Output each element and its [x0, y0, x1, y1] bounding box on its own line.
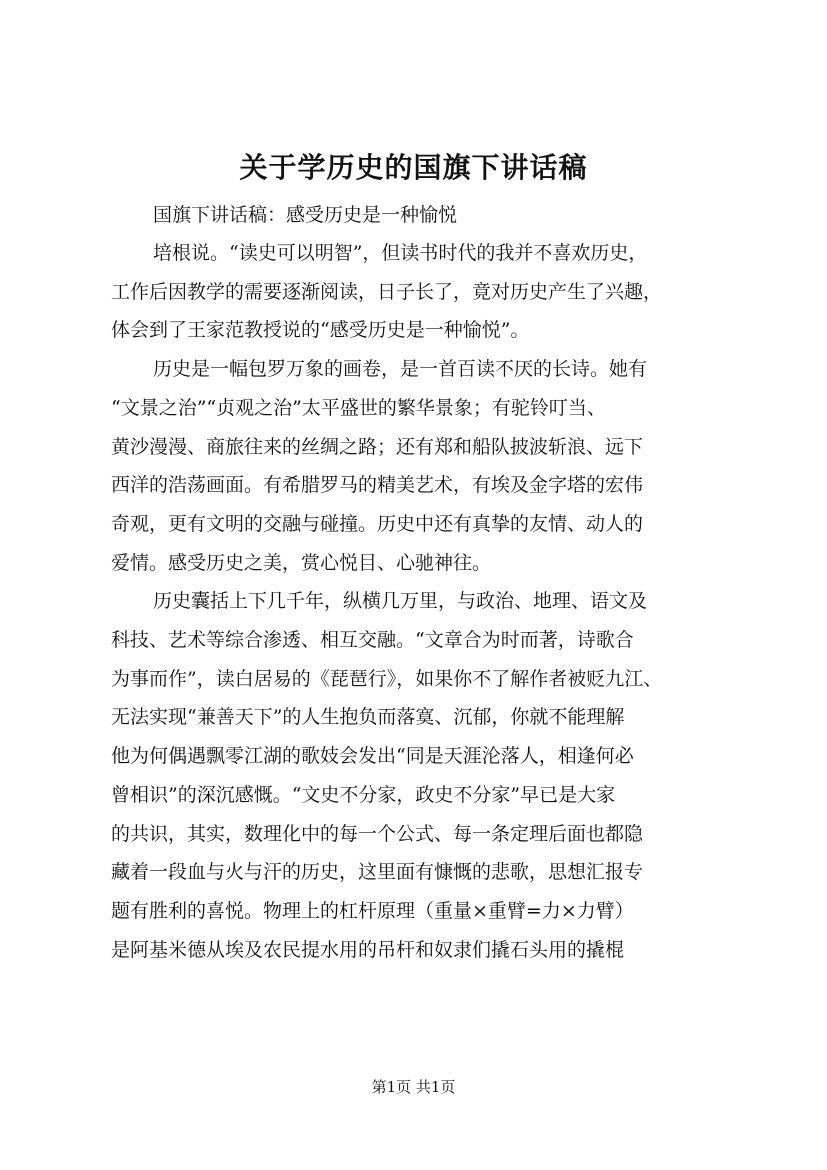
paragraph-line: 无法实现“兼善天下”的人生抱负而落寞、沉郁，你就不能理解 — [111, 706, 625, 729]
paragraph-line: 他为何偶遇飘零江湖的歌妓会发出“同是天涯沦落人，相逢何必 — [111, 745, 634, 768]
paragraph-line: 是阿基米德从埃及农民提水用的吊杆和奴隶们撬石头用的撬棍 — [111, 938, 625, 961]
paragraph-line: 西洋的浩荡画面。有希腊罗马的精美艺术，有埃及金字塔的宏伟 — [111, 474, 644, 497]
document-subtitle: 国旗下讲话稿：感受历史是一种愉悦 — [153, 204, 458, 226]
paragraph-line: 曾相识”的深沉感慨。“文史不分家，政史不分家”早已是大家 — [111, 783, 616, 806]
paragraph-3 — [111, 582, 731, 969]
paragraph-line: 黄沙漫漫、商旅往来的丝绸之路；还有郑和船队披波斩浪、远下 — [111, 435, 644, 458]
document-title: 关于学历史的国旗下讲话稿 — [239, 151, 588, 184]
paragraph-line: 为事而作”，读白居易的《琵琶行》，如果你不了解作者被贬九江、 — [111, 667, 663, 690]
paragraph-line: 培根说。“读史可以明智”，但读书时代的我并不喜欢历史， — [153, 242, 648, 264]
paragraph-line: 藏着一段血与火与汗的历史，这里面有慷慨的悲歌，思想汇报专 — [111, 861, 644, 884]
paragraph-line: 科技、艺术等综合渗透、相互交融。“文章合为时而著，诗歌合 — [111, 629, 634, 652]
paragraph-line: 奇观，更有文明的交融与碰撞。历史中还有真挚的友情、动人的 — [111, 512, 644, 535]
paragraph-line: 历史是一幅包罗万象的画卷，是一首百读不厌的长诗。她有 — [153, 358, 648, 381]
paragraph-2 — [111, 350, 731, 582]
paragraph-line: “文景之治”“贞观之治”太平盛世的繁华景象；有驼铃叮当、 — [111, 396, 606, 419]
document-body — [111, 196, 731, 969]
paragraph-line: 体会到了王家范教授说的“感受历史是一种愉悦”。 — [111, 319, 530, 342]
paragraph-line: 工作后因教学的需要逐渐阅读，日子长了，竟对历史产生了兴趣， — [111, 280, 663, 303]
paragraph-line: 爱情。感受历史之美，赏心悦目、心驰神往。 — [111, 551, 492, 574]
paragraph-line: 题有胜利的喜悦。物理上的杠杆原理（重量×重臂=力×力臂） — [111, 899, 634, 922]
paragraph-line: 的共识，其实，数理化中的每一个公式、每一条定理后面也都隐 — [111, 822, 644, 845]
paragraph-line: 历史囊括上下几千年，纵横几万里，与政治、地理、语文及 — [153, 590, 648, 613]
page-footer: 第1页 共1页 — [371, 1078, 456, 1096]
paragraph-1 — [111, 234, 731, 350]
